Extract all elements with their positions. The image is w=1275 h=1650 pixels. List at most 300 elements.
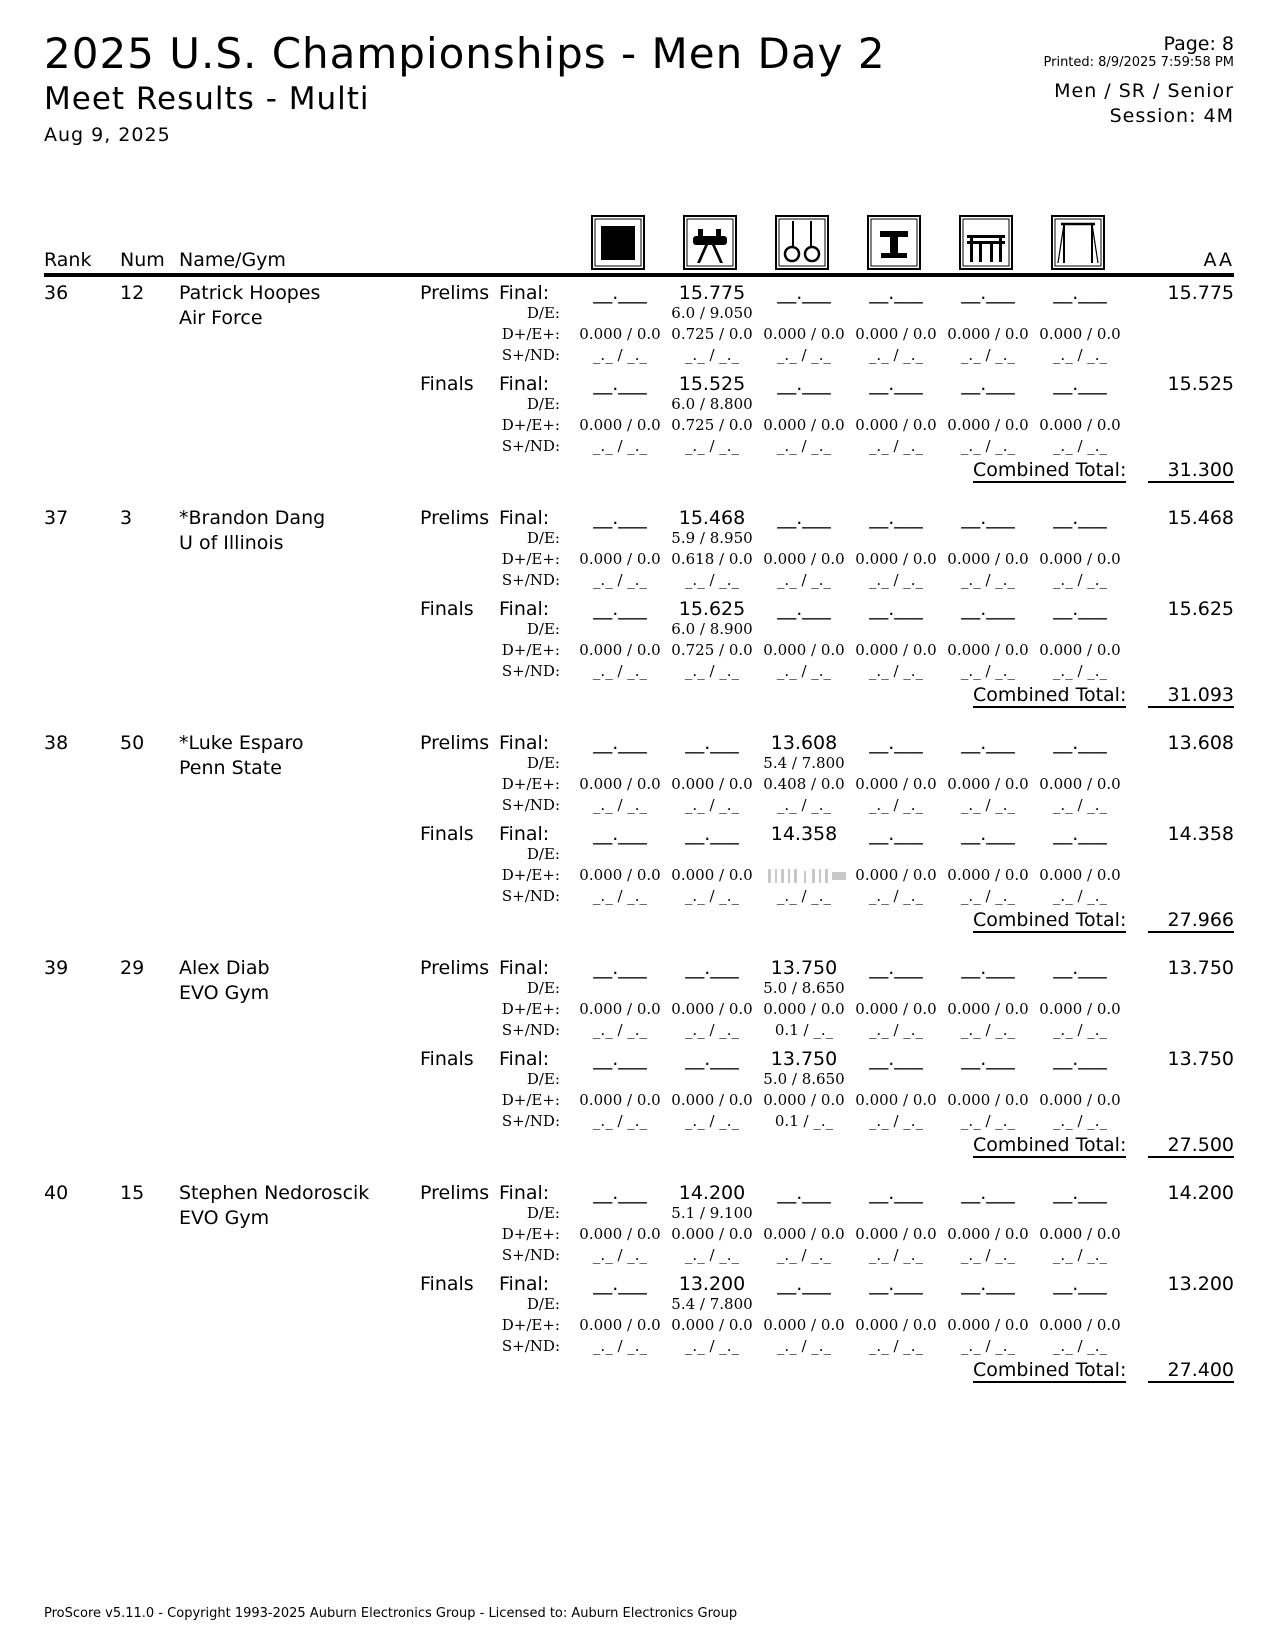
event-dplus-eplus: 0.000 / 0.0 — [671, 1000, 753, 1018]
event-dplus-eplus: 0.000 / 0.0 — [855, 550, 937, 568]
event-dplus-eplus: 0.000 / 0.0 — [1039, 550, 1121, 568]
event-splus-nd: _._ / _._ — [1052, 437, 1108, 455]
combined-total-label: Combined Total: — [973, 459, 1127, 481]
splus-nd-label: S+/ND: — [501, 796, 560, 814]
event-splus-nd: _._ / _._ — [684, 796, 740, 814]
final-label: Final: — [499, 1048, 550, 1070]
event-splus-nd: _._ / _._ — [776, 1337, 832, 1355]
round-label-finals: Finals — [420, 1048, 474, 1070]
de-label: D/E: — [526, 1070, 560, 1088]
event-d-e-score: 5.1 / 9.100 — [671, 1204, 753, 1222]
event-d-e-score: 5.9 / 8.950 — [671, 529, 753, 547]
meet-date: Aug 9, 2025 — [44, 124, 171, 146]
athlete-number: 29 — [120, 957, 145, 979]
event-splus-nd: _._ / _._ — [684, 887, 740, 905]
event-final-score: __.___ — [961, 282, 1015, 304]
event-dplus-eplus: 0.000 / 0.0 — [763, 325, 845, 343]
athlete-block — [0, 1182, 1275, 1407]
event-splus-nd: _._ / _._ — [776, 887, 832, 905]
event-dplus-eplus: 0.000 / 0.0 — [671, 1316, 753, 1334]
event-splus-nd: _._ / _._ — [960, 1021, 1016, 1039]
athlete-gym: EVO Gym — [179, 982, 270, 1004]
event-dplus-eplus: 0.000 / 0.0 — [947, 1091, 1029, 1109]
athlete-name: *Luke Esparo — [179, 732, 304, 754]
event-splus-nd: _._ / _._ — [592, 571, 648, 589]
event-final-score: __.___ — [593, 732, 647, 754]
de-label: D/E: — [526, 1204, 560, 1222]
event-final-score: __.___ — [593, 373, 647, 395]
event-splus-nd: _._ / _._ — [776, 346, 832, 364]
event-final-score: __.___ — [593, 957, 647, 979]
event-final-score: 15.625 — [678, 598, 746, 620]
dplus-eplus-label: D+/E+: — [501, 1225, 560, 1243]
event-dplus-eplus: 0.725 / 0.0 — [671, 416, 753, 434]
de-label: D/E: — [526, 754, 560, 772]
final-label: Final: — [499, 1273, 550, 1295]
event-dplus-eplus: 0.000 / 0.0 — [947, 866, 1029, 884]
splus-nd-label: S+/ND: — [501, 1021, 560, 1039]
report-subtitle: Meet Results - Multi — [44, 81, 370, 117]
round-label-prelims: Prelims — [420, 282, 490, 304]
de-label: D/E: — [526, 845, 560, 863]
event-dplus-eplus: 0.000 / 0.0 — [855, 1316, 937, 1334]
event-dplus-eplus: 0.000 / 0.0 — [579, 325, 661, 343]
event-splus-nd: 0.1 / _._ — [774, 1112, 834, 1130]
athlete-rank: 37 — [44, 507, 69, 529]
event-dplus-eplus: 0.000 / 0.0 — [855, 325, 937, 343]
event-splus-nd: _._ / _._ — [684, 662, 740, 680]
event-splus-nd: 0.1 / _._ — [774, 1021, 834, 1039]
event-d-e-score: 5.0 / 8.650 — [763, 1070, 845, 1088]
event-final-score: 14.200 — [678, 1182, 746, 1204]
event-splus-nd: _._ / _._ — [776, 1246, 832, 1264]
event-dplus-eplus: 0.000 / 0.0 — [671, 1091, 753, 1109]
event-splus-nd: _._ / _._ — [1052, 1021, 1108, 1039]
final-label: Final: — [499, 282, 550, 304]
all-around-score: 15.775 — [1167, 282, 1234, 304]
dplus-eplus-label: D+/E+: — [501, 416, 560, 434]
high-bar-icon — [1051, 215, 1105, 270]
combined-total-value: 27.400 — [1148, 1359, 1234, 1383]
event-dplus-eplus: 0.000 / 0.0 — [579, 866, 661, 884]
event-splus-nd: _._ / _._ — [868, 346, 924, 364]
event-splus-nd: _._ / _._ — [960, 1337, 1016, 1355]
event-d-e-score: 6.0 / 8.900 — [671, 620, 753, 638]
event-dplus-eplus: 0.000 / 0.0 — [855, 1091, 937, 1109]
event-final-score: __.___ — [593, 598, 647, 620]
event-dplus-eplus: 0.000 / 0.0 — [947, 641, 1029, 659]
event-dplus-eplus: 0.000 / 0.0 — [763, 1225, 845, 1243]
division-label: Men / SR / Senior — [1054, 80, 1234, 102]
footer-copyright: ProScore v5.11.0 - Copyright 1993-2025 Auburn Electronics Group - Licensed to: Auburn Electronics Group — [44, 1606, 738, 1621]
final-label: Final: — [499, 957, 550, 979]
event-final-score: __.___ — [869, 1273, 923, 1295]
athlete-number: 12 — [120, 282, 145, 304]
de-label: D/E: — [526, 620, 560, 638]
event-dplus-eplus: 0.000 / 0.0 — [855, 866, 937, 884]
event-dplus-eplus: 0.408 / 0.0 — [763, 775, 845, 793]
event-splus-nd: _._ / _._ — [592, 1112, 648, 1130]
de-label: D/E: — [526, 979, 560, 997]
event-splus-nd: _._ / _._ — [776, 662, 832, 680]
athlete-block — [0, 957, 1275, 1182]
event-splus-nd: _._ / _._ — [1052, 571, 1108, 589]
event-final-score: __.___ — [869, 1182, 923, 1204]
athlete-rank: 36 — [44, 282, 69, 304]
event-final-score: __.___ — [685, 957, 739, 979]
event-splus-nd: _._ / _._ — [868, 662, 924, 680]
final-label: Final: — [499, 732, 550, 754]
page-number: Page: 8 — [1163, 33, 1234, 55]
event-splus-nd: _._ / _._ — [1052, 796, 1108, 814]
event-splus-nd: _._ / _._ — [960, 346, 1016, 364]
event-dplus-eplus: 0.000 / 0.0 — [855, 1225, 937, 1243]
dplus-eplus-label: D+/E+: — [501, 1000, 560, 1018]
event-dplus-eplus: 0.000 / 0.0 — [763, 1316, 845, 1334]
event-d-e-score: 5.4 / 7.800 — [763, 754, 845, 772]
event-dplus-eplus: 0.000 / 0.0 — [947, 550, 1029, 568]
event-final-score: __.___ — [685, 732, 739, 754]
round-label-prelims: Prelims — [420, 957, 490, 979]
event-dplus-eplus: 0.000 / 0.0 — [1039, 1091, 1121, 1109]
event-final-score: __.___ — [777, 1182, 831, 1204]
event-final-score: 15.775 — [678, 282, 746, 304]
event-splus-nd: _._ / _._ — [868, 887, 924, 905]
event-final-score: __.___ — [593, 1182, 647, 1204]
athlete-gym: EVO Gym — [179, 1207, 270, 1229]
splus-nd-label: S+/ND: — [501, 662, 560, 680]
event-splus-nd: _._ / _._ — [592, 796, 648, 814]
event-splus-nd: _._ / _._ — [960, 437, 1016, 455]
event-dplus-eplus: 0.000 / 0.0 — [947, 1316, 1029, 1334]
splus-nd-label: S+/ND: — [501, 571, 560, 589]
event-splus-nd: _._ / _._ — [684, 1337, 740, 1355]
floor-exercise-icon — [591, 215, 645, 270]
athlete-number: 50 — [120, 732, 145, 754]
event-splus-nd: _._ / _._ — [592, 346, 648, 364]
event-dplus-eplus: 0.000 / 0.0 — [1039, 1316, 1121, 1334]
event-final-score: __.___ — [1053, 823, 1107, 845]
dplus-eplus-label: D+/E+: — [501, 1091, 560, 1109]
event-dplus-eplus: 0.000 / 0.0 — [579, 1316, 661, 1334]
event-final-score: __.___ — [961, 732, 1015, 754]
event-dplus-eplus: 0.000 / 0.0 — [1039, 1225, 1121, 1243]
event-final-score: 13.750 — [770, 1048, 838, 1070]
vault-icon — [867, 215, 921, 270]
event-splus-nd: _._ / _._ — [684, 1112, 740, 1130]
de-label: D/E: — [526, 304, 560, 322]
round-label-prelims: Prelims — [420, 507, 490, 529]
event-splus-nd: _._ / _._ — [960, 1112, 1016, 1130]
still-rings-icon — [775, 215, 829, 270]
event-dplus-eplus: 0.000 / 0.0 — [1039, 866, 1121, 884]
round-label-finals: Finals — [420, 823, 474, 845]
round-label-prelims: Prelims — [420, 1182, 490, 1204]
dplus-eplus-label: D+/E+: — [501, 550, 560, 568]
final-label: Final: — [499, 598, 550, 620]
athlete-gym: Air Force — [179, 307, 263, 329]
event-splus-nd: _._ / _._ — [592, 1021, 648, 1039]
event-dplus-eplus: 0.000 / 0.0 — [855, 1000, 937, 1018]
event-final-score: __.___ — [1053, 1273, 1107, 1295]
event-final-score: __.___ — [869, 373, 923, 395]
event-final-score: __.___ — [961, 957, 1015, 979]
splus-nd-label: S+/ND: — [501, 346, 560, 364]
event-splus-nd: _._ / _._ — [1052, 1337, 1108, 1355]
event-splus-nd: _._ / _._ — [776, 571, 832, 589]
combined-total-label: Combined Total: — [973, 1359, 1127, 1381]
splus-nd-label: S+/ND: — [501, 1337, 560, 1355]
parallel-bars-icon — [959, 215, 1013, 270]
all-around-score: 13.750 — [1167, 1048, 1234, 1070]
event-splus-nd: _._ / _._ — [868, 796, 924, 814]
event-splus-nd: _._ / _._ — [684, 437, 740, 455]
event-final-score: __.___ — [1053, 598, 1107, 620]
event-splus-nd: _._ / _._ — [960, 1246, 1016, 1264]
event-final-score: __.___ — [1053, 1182, 1107, 1204]
event-final-score: __.___ — [1053, 373, 1107, 395]
all-around-score: 13.608 — [1167, 732, 1234, 754]
splus-nd-label: S+/ND: — [501, 887, 560, 905]
event-final-score: __.___ — [961, 823, 1015, 845]
header-rule — [44, 273, 1234, 277]
round-label-finals: Finals — [420, 1273, 474, 1295]
event-final-score: __.___ — [777, 373, 831, 395]
obscured-score — [766, 868, 856, 884]
column-rank: Rank — [44, 249, 92, 271]
event-splus-nd: _._ / _._ — [868, 571, 924, 589]
athlete-gym: Penn State — [179, 757, 282, 779]
event-final-score: __.___ — [961, 373, 1015, 395]
event-dplus-eplus: 0.000 / 0.0 — [763, 1091, 845, 1109]
event-splus-nd: _._ / _._ — [868, 1112, 924, 1130]
event-dplus-eplus: 0.000 / 0.0 — [579, 550, 661, 568]
event-dplus-eplus: 0.000 / 0.0 — [671, 866, 753, 884]
dplus-eplus-label: D+/E+: — [501, 1316, 560, 1334]
event-splus-nd: _._ / _._ — [1052, 1112, 1108, 1130]
event-splus-nd: _._ / _._ — [592, 662, 648, 680]
round-label-finals: Finals — [420, 598, 474, 620]
event-dplus-eplus: 0.000 / 0.0 — [579, 641, 661, 659]
event-splus-nd: _._ / _._ — [592, 1337, 648, 1355]
splus-nd-label: S+/ND: — [501, 437, 560, 455]
event-splus-nd: _._ / _._ — [776, 796, 832, 814]
combined-total-label: Combined Total: — [973, 909, 1127, 931]
athlete-gym: U of Illinois — [179, 532, 284, 554]
event-dplus-eplus: 0.000 / 0.0 — [763, 641, 845, 659]
athlete-block — [0, 282, 1275, 507]
event-splus-nd: _._ / _._ — [960, 796, 1016, 814]
event-dplus-eplus: 0.000 / 0.0 — [763, 416, 845, 434]
session-label: Session: 4M — [1109, 105, 1234, 127]
meet-title: 2025 U.S. Championships - Men Day 2 — [44, 29, 886, 78]
combined-total-label: Combined Total: — [973, 684, 1127, 706]
event-final-score: __.___ — [1053, 957, 1107, 979]
event-splus-nd: _._ / _._ — [684, 346, 740, 364]
event-dplus-eplus: 0.000 / 0.0 — [579, 1225, 661, 1243]
event-splus-nd: _._ / _._ — [868, 1246, 924, 1264]
event-splus-nd: _._ / _._ — [1052, 887, 1108, 905]
event-splus-nd: _._ / _._ — [684, 571, 740, 589]
athlete-name: *Brandon Dang — [179, 507, 326, 529]
event-dplus-eplus: 0.000 / 0.0 — [1039, 775, 1121, 793]
final-label: Final: — [499, 1182, 550, 1204]
all-around-score: 15.468 — [1167, 507, 1234, 529]
combined-total-value: 31.300 — [1148, 459, 1234, 483]
athlete-number: 3 — [120, 507, 133, 529]
event-dplus-eplus: 0.000 / 0.0 — [671, 1225, 753, 1243]
athlete-name: Alex Diab — [179, 957, 270, 979]
event-final-score: __.___ — [685, 1048, 739, 1070]
round-label-finals: Finals — [420, 373, 474, 395]
athlete-rank: 40 — [44, 1182, 69, 1204]
printed-timestamp: Printed: 8/9/2025 7:59:58 PM — [1043, 55, 1234, 70]
event-dplus-eplus: 0.000 / 0.0 — [947, 416, 1029, 434]
combined-total-value: 31.093 — [1148, 684, 1234, 708]
event-dplus-eplus: 0.000 / 0.0 — [579, 775, 661, 793]
athlete-name: Patrick Hoopes — [179, 282, 321, 304]
event-final-score: 13.750 — [770, 957, 838, 979]
dplus-eplus-label: D+/E+: — [501, 866, 560, 884]
combined-total-value: 27.500 — [1148, 1134, 1234, 1158]
dplus-eplus-label: D+/E+: — [501, 641, 560, 659]
event-splus-nd: _._ / _._ — [684, 1246, 740, 1264]
event-final-score: __.___ — [1053, 732, 1107, 754]
final-label: Final: — [499, 823, 550, 845]
event-dplus-eplus: 0.000 / 0.0 — [947, 1000, 1029, 1018]
event-dplus-eplus: 0.000 / 0.0 — [855, 641, 937, 659]
event-splus-nd: _._ / _._ — [592, 887, 648, 905]
final-label: Final: — [499, 507, 550, 529]
column-num: Num — [120, 249, 165, 271]
combined-total-value: 27.966 — [1148, 909, 1234, 933]
column-aa: AA — [1203, 249, 1234, 271]
event-splus-nd: _._ / _._ — [960, 662, 1016, 680]
event-final-score: __.___ — [593, 282, 647, 304]
combined-total-label: Combined Total: — [973, 1134, 1127, 1156]
event-d-e-score: 5.0 / 8.650 — [763, 979, 845, 997]
event-dplus-eplus: 0.000 / 0.0 — [579, 1091, 661, 1109]
event-dplus-eplus: 0.000 / 0.0 — [947, 1225, 1029, 1243]
event-final-score: 14.358 — [770, 823, 838, 845]
event-splus-nd: _._ / _._ — [960, 571, 1016, 589]
event-dplus-eplus: 0.000 / 0.0 — [1039, 325, 1121, 343]
de-label: D/E: — [526, 529, 560, 547]
athlete-rank: 38 — [44, 732, 69, 754]
event-splus-nd: _._ / _._ — [868, 437, 924, 455]
all-around-score: 15.525 — [1167, 373, 1234, 395]
column-name-gym: Name/Gym — [179, 249, 286, 271]
event-final-score: __.___ — [869, 598, 923, 620]
athlete-block — [0, 507, 1275, 732]
event-dplus-eplus: 0.725 / 0.0 — [671, 325, 753, 343]
de-label: D/E: — [526, 1295, 560, 1313]
event-final-score: __.___ — [777, 507, 831, 529]
event-splus-nd: _._ / _._ — [868, 1337, 924, 1355]
event-dplus-eplus: 0.000 / 0.0 — [855, 416, 937, 434]
event-splus-nd: _._ / _._ — [1052, 1246, 1108, 1264]
de-label: D/E: — [526, 395, 560, 413]
event-dplus-eplus: 0.618 / 0.0 — [671, 550, 753, 568]
all-around-score: 14.200 — [1167, 1182, 1234, 1204]
event-dplus-eplus: 0.000 / 0.0 — [1039, 416, 1121, 434]
event-dplus-eplus: 0.000 / 0.0 — [671, 775, 753, 793]
round-label-prelims: Prelims — [420, 732, 490, 754]
event-dplus-eplus: 0.000 / 0.0 — [947, 775, 1029, 793]
athlete-block — [0, 732, 1275, 957]
athlete-number: 15 — [120, 1182, 145, 1204]
event-final-score: 13.608 — [770, 732, 838, 754]
event-final-score: __.___ — [869, 282, 923, 304]
event-splus-nd: _._ / _._ — [684, 1021, 740, 1039]
event-final-score: __.___ — [869, 1048, 923, 1070]
event-final-score: __.___ — [685, 823, 739, 845]
event-d-e-score: 5.4 / 7.800 — [671, 1295, 753, 1313]
final-label: Final: — [499, 373, 550, 395]
event-final-score: __.___ — [961, 1048, 1015, 1070]
event-final-score: __.___ — [777, 598, 831, 620]
event-dplus-eplus: 0.000 / 0.0 — [947, 325, 1029, 343]
event-final-score: __.___ — [869, 507, 923, 529]
all-around-score: 13.200 — [1167, 1273, 1234, 1295]
event-dplus-eplus: 0.000 / 0.0 — [1039, 1000, 1121, 1018]
all-around-score: 13.750 — [1167, 957, 1234, 979]
event-final-score: __.___ — [961, 598, 1015, 620]
dplus-eplus-label: D+/E+: — [501, 325, 560, 343]
event-final-score: __.___ — [961, 1182, 1015, 1204]
event-dplus-eplus: 0.000 / 0.0 — [579, 416, 661, 434]
event-splus-nd: _._ / _._ — [1052, 662, 1108, 680]
event-final-score: __.___ — [961, 1273, 1015, 1295]
pommel-horse-icon — [683, 215, 737, 270]
event-final-score: __.___ — [593, 1048, 647, 1070]
event-final-score: __.___ — [1053, 507, 1107, 529]
splus-nd-label: S+/ND: — [501, 1112, 560, 1130]
event-d-e-score: 6.0 / 8.800 — [671, 395, 753, 413]
event-dplus-eplus: 0.000 / 0.0 — [763, 550, 845, 568]
event-final-score: __.___ — [869, 823, 923, 845]
event-final-score: __.___ — [1053, 1048, 1107, 1070]
all-around-score: 15.625 — [1167, 598, 1234, 620]
event-final-score: __.___ — [777, 1273, 831, 1295]
athlete-name: Stephen Nedoroscik — [179, 1182, 370, 1204]
event-final-score: __.___ — [961, 507, 1015, 529]
event-splus-nd: _._ / _._ — [1052, 346, 1108, 364]
splus-nd-label: S+/ND: — [501, 1246, 560, 1264]
event-d-e-score: 6.0 / 9.050 — [671, 304, 753, 322]
event-final-score: 15.468 — [678, 507, 746, 529]
event-dplus-eplus: 0.725 / 0.0 — [671, 641, 753, 659]
event-final-score: __.___ — [869, 957, 923, 979]
event-splus-nd: _._ / _._ — [592, 437, 648, 455]
event-final-score: 15.525 — [678, 373, 746, 395]
event-dplus-eplus: 0.000 / 0.0 — [855, 775, 937, 793]
event-dplus-eplus: 0.000 / 0.0 — [579, 1000, 661, 1018]
dplus-eplus-label: D+/E+: — [501, 775, 560, 793]
event-splus-nd: _._ / _._ — [868, 1021, 924, 1039]
event-final-score: 13.200 — [678, 1273, 746, 1295]
event-final-score: __.___ — [593, 507, 647, 529]
event-final-score: __.___ — [1053, 282, 1107, 304]
athlete-rank: 39 — [44, 957, 69, 979]
event-final-score: __.___ — [593, 1273, 647, 1295]
event-splus-nd: _._ / _._ — [776, 437, 832, 455]
event-dplus-eplus: 0.000 / 0.0 — [1039, 641, 1121, 659]
event-final-score: __.___ — [777, 282, 831, 304]
event-splus-nd: _._ / _._ — [960, 887, 1016, 905]
event-final-score: __.___ — [869, 732, 923, 754]
event-final-score: __.___ — [593, 823, 647, 845]
